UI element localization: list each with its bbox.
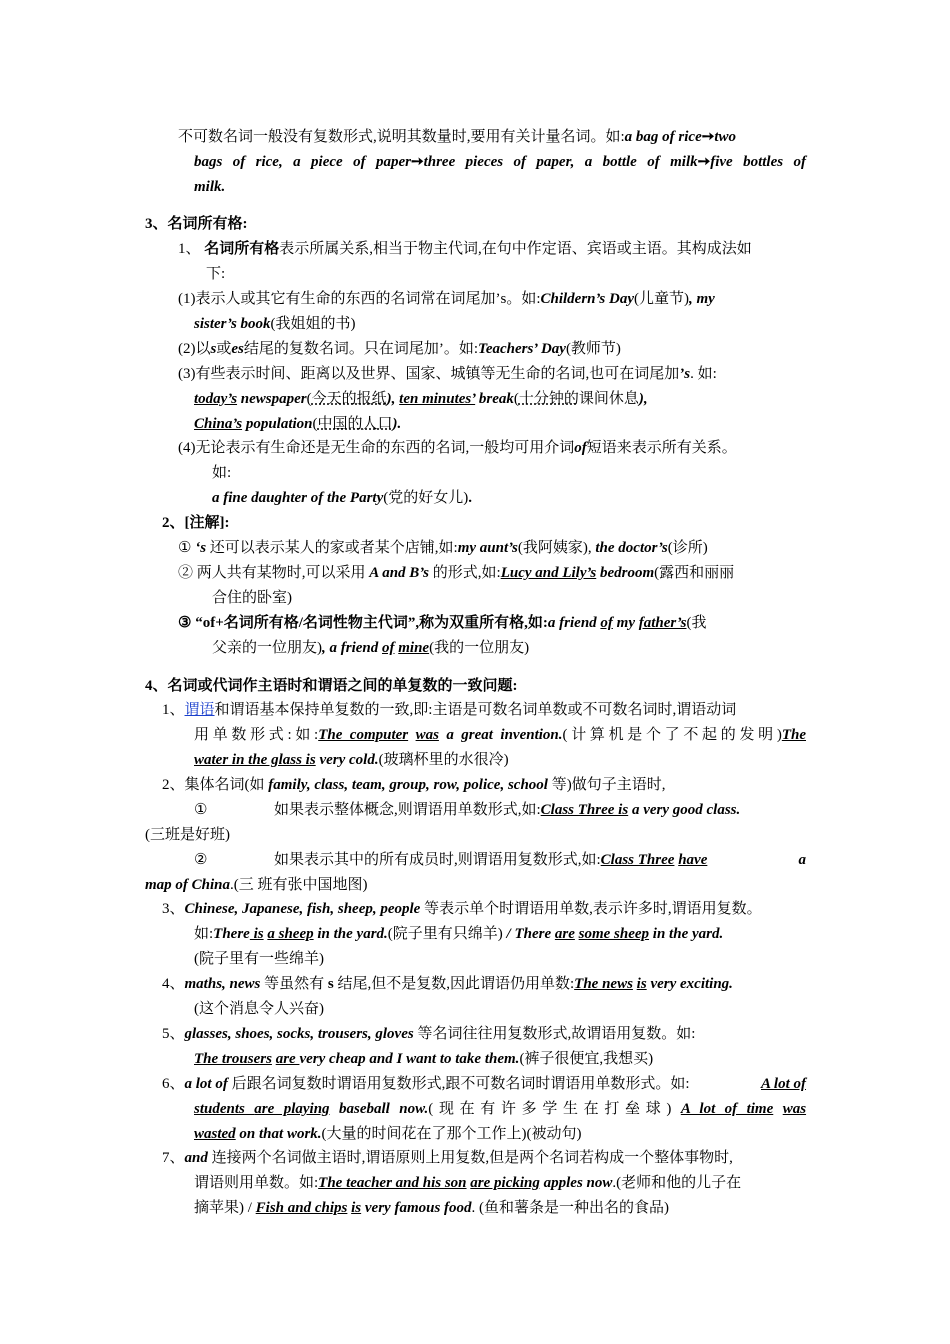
s4-item-2-2-text: 如果表示其中的所有成员时,则谓语用复数形式,如:Class Three have a [274, 852, 806, 868]
s4-item-2-2-cont: map of China.(三 班有张中国地图) [145, 877, 368, 893]
s4-item-3-line-1: 3、Chinese, Japanese, fish, sheep, people 等表示单个时谓语用单数,表示许多时,谓语用复数。 [162, 901, 762, 917]
s3-p1-line-1: 1、 名词所有格表示所属关系,相当于物主代词,在句中作定语、宾语或主语。其构成法如 [178, 241, 752, 257]
section-3-title: 3、名词所有格: [145, 216, 248, 232]
s4-item-4-line-2: (这个消息令人兴奋) [194, 1001, 324, 1017]
s4-item-6-line-3: wasted on that work.(大量的时间花在了那个工作上)(被动句) [194, 1126, 582, 1142]
s4-item-6-line-1: 6、a lot of 后跟名词复数时谓语用复数形式,跟不可数名词时谓语用单数形式。如: A lot of [162, 1076, 806, 1092]
s3-rule-4-line-3: a fine daughter of the Party(党的好女儿). [212, 490, 472, 506]
predicate-link[interactable]: 谓语 [184, 702, 215, 718]
s3-note-3-line-1: ③ “of+名词所有格/名词性物主代词”,称为双重所有格,如:a friend of my father’s(我 [178, 615, 707, 631]
s4-item-1-line-3: water in the glass is very cold.(玻璃杯里的水很冷) [194, 752, 509, 768]
s3-rule-3-line-3: China’s population(中国的人口). [194, 416, 402, 432]
s3-note-title: 2、[注解]: [162, 515, 230, 531]
s3-p1-line-2: 下: [206, 266, 226, 282]
s3-rule-2: (2)以s或es结尾的复数名词。只在词尾加’。如:Teachers’ Day(教师节) [178, 341, 621, 357]
s4-item-7-line-3: 摘苹果) / Fish and chips is very famous food. (鱼和薯条是一种出名的食品) [194, 1200, 670, 1216]
s3-rule-1-line-1: (1)表示人或其它有生命的东西的名词常在词尾加’s。如:Childern’s Day(儿童节), my [178, 291, 715, 307]
s4-item-5-line-1: 5、glasses, shoes, socks, trousers, gloves 等名词往往用复数形式,故谓语用复数。如: [162, 1026, 696, 1042]
s3-rule-3-line-2: today’s newspaper(今天的报纸), ten minutes’ break(十分钟的课间休息), [194, 391, 648, 407]
s4-item-5-line-2: The trousers are very cheap and I want to take them.(裤子很便宜,我想买) [194, 1051, 654, 1067]
s4-item-2-2-marker: ② [194, 852, 208, 868]
s3-rule-3-line-1: (3)有些表示时间、距离以及世界、国家、城镇等无生命的名词,也可在词尾加’s. 如: [178, 366, 717, 382]
s4-item-7-line-1: 7、and 连接两个名词做主语时,谓语原则上用复数,但是两个名词若构成一个整体事物时, [162, 1150, 733, 1166]
s3-note-2-line-1: ② 两人共有某物时,可以采用 A and B’s 的形式,如:Lucy and Lily’s bedroom(露西和丽丽 [178, 565, 735, 581]
s4-item-2-1-text: 如果表示整体概念,则谓语用单数形式,如:Class Three is a very good class. [274, 802, 741, 818]
s4-item-6-line-2: students are playing baseball now.(现在有许多学生在打垒球) A lot of time was [194, 1101, 807, 1117]
s3-rule-1-line-2: sister’s book(我姐姐的书) [194, 316, 356, 332]
section-4-title: 4、名词或代词作主语时和谓语之间的单复数的一致问题: [145, 678, 518, 694]
intro-line-1: 不可数名词一般没有复数形式,说明其数量时,要用有关计量名词。如:a bag of rice➙two [178, 129, 737, 145]
s3-rule-4-line-2: 如: [212, 465, 232, 481]
s3-rule-4-line-1: (4)无论表示有生命还是无生命的东西的名词,一般均可用介词of短语来表示所有关系。 [178, 440, 737, 456]
s4-item-2-1-cont: (三班是好班) [145, 827, 230, 843]
intro-line-2: bags of rice, a piece of paper➙three pieces of paper, a bottle of milk➙five bottles of [194, 154, 806, 170]
s3-note-1: ① ‘s 还可以表示某人的家或者某个店铺,如:my aunt’s(我阿姨家), the doctor’s(诊所) [178, 540, 708, 556]
s4-item-4-line-1: 4、maths, news 等虽然有 s 结尾,但不是复数,因此谓语仍用单数:The news is very exciting. [162, 976, 733, 992]
s4-item-2-line-1: 2、集体名词(如 family, class, team, group, row, police, school 等)做句子主语时, [162, 777, 666, 793]
s4-item-1-line-2: 用单数形式:如:The computer was a great invention.(计算机是个了不起的发明)The [194, 727, 806, 743]
s3-note-2-line-2: 合住的卧室) [212, 590, 292, 606]
s3-note-3-line-2: 父亲的一位朋友), a friend of mine(我的一位朋友) [212, 640, 530, 656]
s4-item-3-line-2: 如:There is a sheep in the yard.(院子里有只绵羊) / There are some sheep in the yard. [194, 926, 724, 942]
s4-item-2-1-marker: ① [194, 802, 208, 818]
s4-item-3-line-3: (院子里有一些绵羊) [194, 951, 324, 967]
intro-line-3: milk. [194, 179, 226, 195]
s4-item-1-line-1: 1、谓语和谓语基本保持单复数的一致,即:主语是可数名词单数或不可数名词时,谓语动词 [162, 702, 737, 718]
s4-item-7-line-2: 谓语则用单数。如:The teacher and his son are picking apples now.(老师和他的儿子在 [194, 1175, 742, 1191]
